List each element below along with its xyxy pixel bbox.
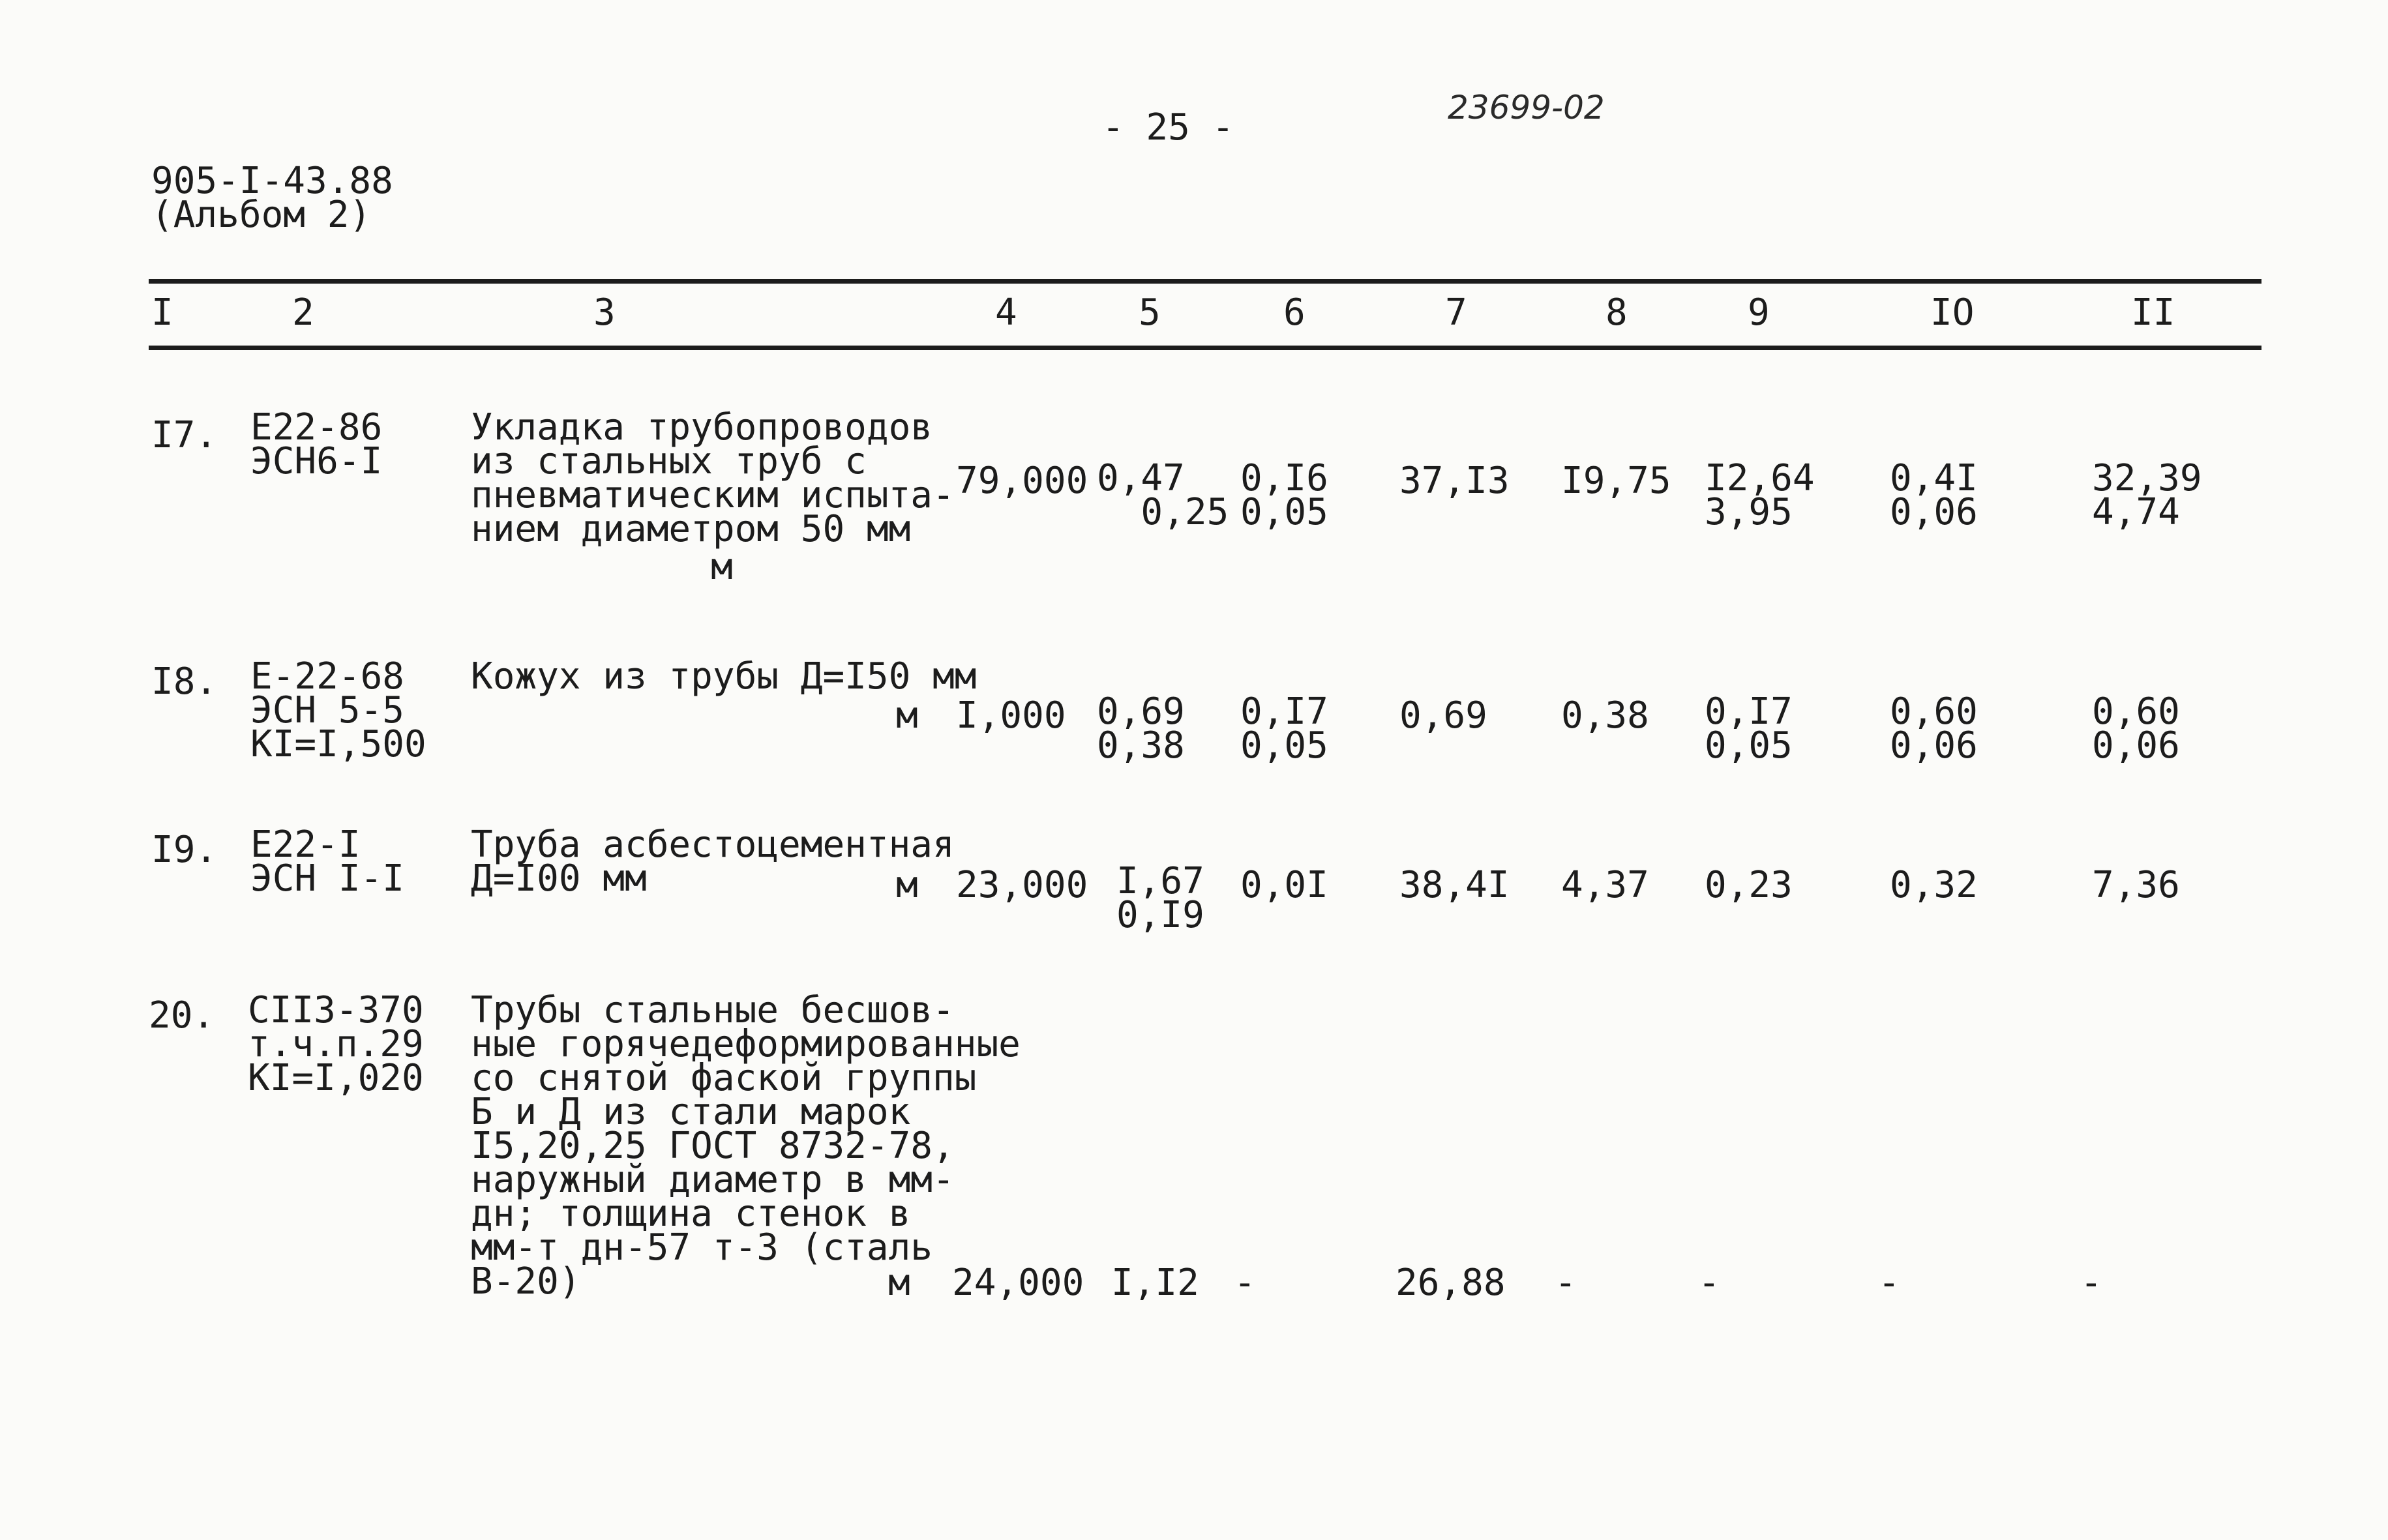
row-col6: 0,I6 0,05 [1240,457,1328,533]
row-code: CII3-370 т.ч.п.29 KI=I,020 [248,989,424,1099]
row-col11: - [2080,1262,2102,1304]
row-col6: 0,I7 0,05 [1240,690,1328,767]
row-col8: I9,75 [1561,460,1671,502]
row-col7: 38,4I [1399,864,1510,906]
row-col5: 0,47 0,25 [1097,457,1229,533]
row-col11: 0,60 0,06 [2092,690,2180,767]
row-col10: 0,32 [1890,864,1978,906]
row-col8: - [1555,1262,1577,1304]
document-code: 905-I-43.88 [151,160,393,202]
row-col9: 0,I7 0,05 [1705,690,1793,767]
row-col10: - [1878,1262,1900,1304]
row-col9: I2,64 3,95 [1705,457,1815,533]
row-col5: I,I2 [1111,1262,1199,1304]
handwritten-document-code: 23699-02 [1448,89,1605,126]
row-col4: 23,000 [956,864,1088,906]
row-description: Кожух из трубы Д=I50 мм [471,655,977,698]
row-col8: 4,37 [1561,864,1649,906]
column-header-4: 4 [995,291,1017,334]
row-col5: I,67 0,I9 [1116,860,1204,936]
row-code: E22-86 ЭСН6-I [250,406,383,482]
row-col9: 0,23 [1705,864,1793,906]
row-description: Укладка трубопроводов из стальных труб с пневматическим испыта- нием диаметром 50 мм [471,406,955,550]
row-col4: I,000 [956,694,1066,737]
row-code: E22-I ЭСН I-I [250,823,405,900]
column-header-8: 8 [1605,291,1628,334]
page-number: - 25 - [1102,106,1234,149]
column-header-3: 3 [593,291,616,334]
row-number: 20. [149,994,215,1037]
row-col7: 0,69 [1399,694,1487,737]
column-header-7: 7 [1445,291,1467,334]
row-col7: 37,I3 [1399,460,1510,502]
row-unit: м [888,1262,910,1304]
row-col6: - [1234,1262,1256,1304]
row-description: Труба асбестоцементная Д=I00 мм [471,823,955,900]
row-number: I8. [151,660,218,703]
row-col8: 0,38 [1561,694,1649,737]
row-unit: м [896,694,918,737]
row-unit: м [896,864,918,906]
column-header-2: 2 [292,291,314,334]
column-header-11: II [2131,291,2175,334]
column-header-9: 9 [1748,291,1770,334]
row-unit: м [711,546,733,588]
row-col5: 0,69 0,38 [1097,690,1185,767]
row-description: Трубы стальные бесшов- ные горячедеформированные со снятой фаской группы Б и Д из стали марок I5,20,25 ГОСТ 8732-78, наружный диаметр в мм- дн; толщина стенок в мм-т дн-57 т-3 (сталь B-20) [471,989,1021,1303]
row-col7: 26,88 [1395,1262,1506,1304]
row-col11: 32,39 4,74 [2092,457,2202,533]
row-col9: - [1698,1262,1720,1304]
column-header-10: IO [1930,291,1975,334]
album-label: (Альбом 2) [151,194,372,236]
column-header-6: 6 [1283,291,1306,334]
row-col10: 0,4I 0,06 [1890,457,1978,533]
row-col10: 0,60 0,06 [1890,690,1978,767]
table-top-rule [149,279,2261,284]
row-col4: 79,000 [956,460,1088,502]
table-header-rule [149,346,2261,350]
column-header-1: I [151,291,173,334]
row-code: E-22-68 ЭСН 5-5 KI=I,500 [250,655,426,765]
row-col6: 0,0I [1240,864,1328,906]
row-col11: 7,36 [2092,864,2180,906]
column-header-5: 5 [1139,291,1161,334]
row-number: I9. [151,829,218,871]
row-col4: 24,000 [952,1262,1084,1304]
row-number: I7. [151,414,218,456]
